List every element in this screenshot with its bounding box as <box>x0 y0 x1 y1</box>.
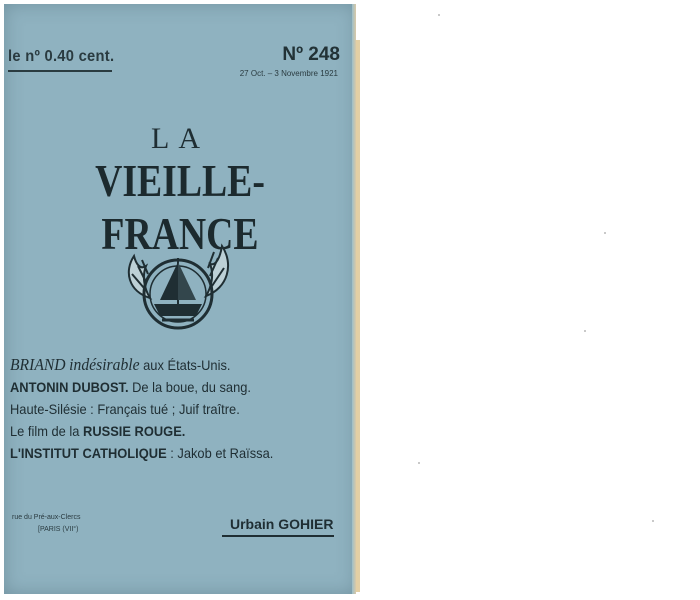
title-article: LA <box>151 122 209 155</box>
address-line-2: [PARIS (VII°) <box>38 526 79 533</box>
magazine-cover <box>4 4 356 594</box>
headline-2 <box>10 376 323 398</box>
speck <box>604 232 606 234</box>
price-underline <box>8 70 112 72</box>
address-line-1: rue du Pré-aux-Clercs <box>12 514 81 521</box>
price-label: le nº 0.40 cent. <box>8 48 115 65</box>
headline-2-part-2: De la boue, du sang. <box>128 379 252 395</box>
speck <box>584 330 586 332</box>
headline-3-part-1: Haute-Silésie : Français tué ; Juif traître. <box>10 401 240 417</box>
headline-1-part-1: BRIAND <box>10 355 66 374</box>
headline-5-part-2: : Jakob et Raïssa. <box>166 445 274 461</box>
publisher-address <box>12 512 80 536</box>
speck <box>438 14 440 16</box>
author-underline <box>222 535 334 537</box>
issue-date: 27 Oct. – 3 Novembre 1921 <box>239 69 338 78</box>
headline-4-part-2: RUSSIE ROUGE. <box>83 423 186 439</box>
headline-4 <box>10 420 323 442</box>
issue-number: Nº 248 <box>282 44 340 65</box>
headline-5 <box>10 442 323 464</box>
headline-1 <box>10 354 323 376</box>
headline-5-part-1: L'INSTITUT CATHOLIQUE <box>10 445 167 461</box>
speck <box>652 520 654 522</box>
headline-1-part-4: aux États-Unis. <box>139 357 231 373</box>
magazine-title: VIEILLE-FRANCE <box>95 155 265 259</box>
headlines-list <box>10 354 350 464</box>
headline-4-part-1: Le film de la <box>10 423 84 439</box>
headline-1-part-3: indésirable <box>69 355 140 374</box>
headline-2-part-1: ANTONIN DUBOST. <box>10 379 129 395</box>
winged-ship-emblem-icon <box>116 236 240 336</box>
headline-3 <box>10 398 323 420</box>
author-name: Urbain GOHIER <box>230 516 334 532</box>
speck <box>418 462 420 464</box>
